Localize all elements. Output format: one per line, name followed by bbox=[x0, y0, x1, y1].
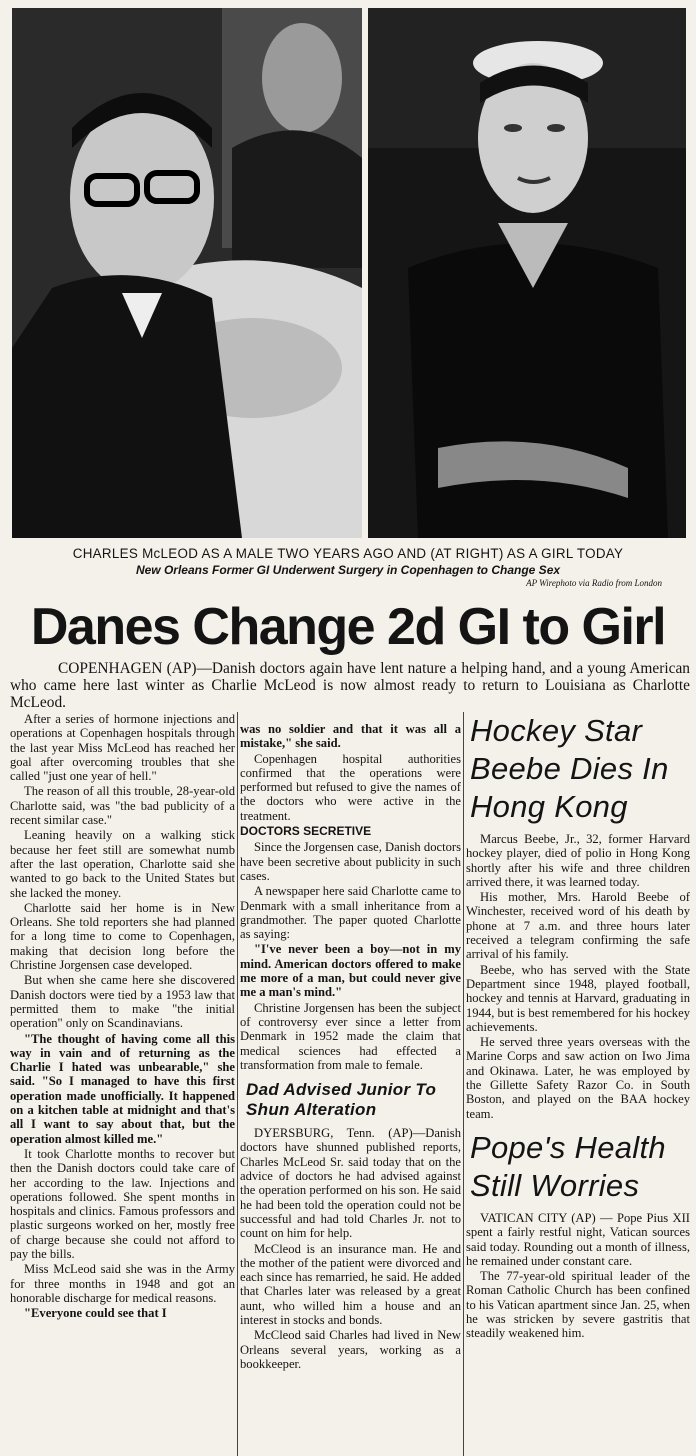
main-headline: Danes Change 2d GI to Girl bbox=[30, 598, 666, 656]
paragraph: Since the Jorgensen case, Danish doctors have been secretive about publicity in such cases. bbox=[240, 840, 461, 883]
paragraph: Christine Jorgensen has been the subject of controversy ever since a letter from Denmark in 1952 made the claim that medical sciences had effected a transformation from male to female. bbox=[240, 1000, 461, 1072]
quote-paragraph: "I've never been a boy—not in my mind. American doctors offered to make me more of a man, but could never give me a man's mind." bbox=[240, 942, 461, 1000]
paragraph: Miss McLeod said she was in the Army for three months in 1948 and got an honorable discharge for medical reasons. bbox=[10, 1262, 235, 1305]
paragraph: DYERSBURG, Tenn. (AP)—Danish doctors have shunned published reports, Charles McLeod Sr. said today that on the advice of doctors he had advised against the operation performed on his son. He said he had been told the operation could not be successful and had told Charles Jr. not to count on him for help. bbox=[240, 1126, 461, 1241]
photo-woman-with-hat bbox=[368, 8, 686, 538]
hockey-headline: Hockey Star Beebe Dies In Hong Kong bbox=[470, 713, 669, 824]
pope-headline: Pope's Health Still Worries bbox=[470, 1129, 666, 1203]
article-column-3 bbox=[466, 712, 690, 1456]
paragraph: After a series of hormone injections and operations at Copenhagen hospitals through the last year Miss McLeod has reached her goal after overcoming troubles that she called "just one year of hell." bbox=[10, 712, 235, 784]
photo-credit: AP Wirephoto via Radio from London bbox=[526, 578, 662, 588]
paragraph: Leaning heavily on a walking stick because her feet still are somewhat numb after the last operation, Charlotte said she wanted to go back to the United States but she lacked the money. bbox=[10, 828, 235, 900]
paragraph: A newspaper here said Charlotte came to Denmark with a small inheritance from a grandmother. The paper quoted Charlotte as saying: bbox=[240, 884, 461, 942]
photo-man-with-glasses bbox=[12, 8, 362, 538]
article-lede: COPENHAGEN (AP)—Danish doctors again have lent nature a helping hand, and a young American who came here last winter as Charlie McLeod is now almost ready to return to Louisiana as Charlotte McLeod. bbox=[10, 660, 690, 711]
paragraph: He served three years overseas with the Marine Corps and saw action on Iwo Jima and Okinawa. Later, he was employed by the Gillette Safety Razor Co. in South Boston, and played on the BAA hockey team. bbox=[466, 1035, 690, 1121]
column-divider bbox=[463, 712, 464, 1456]
article-column-2 bbox=[240, 722, 461, 1456]
photo-caption: CHARLES McLEOD AS A MALE TWO YEARS AGO AND (AT RIGHT) AS A GIRL TODAY bbox=[72, 546, 624, 561]
article-column-1 bbox=[10, 712, 235, 1456]
paragraph: VATICAN CITY (AP) — Pope Pius XII spent a fairly restful night, Vatican sources said today. Rounding out a month of illness, he remained under constant care. bbox=[466, 1210, 690, 1268]
sidebar-headline: Dad Advised Junior To Shun Alteration bbox=[246, 1080, 437, 1120]
paragraph: Copenhagen hospital authorities confirmed that the operations were performed but refused to give the names of the doctors who were active in the treatment. bbox=[240, 751, 461, 823]
paragraph: Charlotte said her home is in New Orleans. She told reporters she had planned for a long time to come to Copenhagen, making that decision long before the Christine Jorgensen case developed. bbox=[10, 900, 235, 973]
paragraph: His mother, Mrs. Harold Beebe of Winchester, received word of his death by phone at 7 a.m. and three hours later received a telegram confirming the safe arrival of his family. bbox=[466, 890, 690, 962]
paragraph: The 77-year-old spiritual leader of the Roman Catholic Church has been confined to his Vatican apartment since Jan. 25, when he was stricken by severe gastritis that steadily weakened him. bbox=[466, 1269, 690, 1341]
paragraph: The reason of all this trouble, 28-year-old Charlotte said, was "the bad publicity of a recent similar case." bbox=[10, 784, 235, 828]
photo-subcaption: New Orleans Former GI Underwent Surgery in Copenhagen to Change Sex bbox=[135, 563, 561, 577]
column-divider bbox=[237, 712, 238, 1456]
quote-paragraph: "Everyone could see that I bbox=[24, 1306, 167, 1321]
quote-paragraph: "The thought of having come all this way in vain and of returning as the Charlie I hated was unbearable," she said. "So I managed to have this first operation made unofficially. It happened on a kitchen table at midnight and that's all I want to say about that, but the operation almost killed me." bbox=[10, 1031, 235, 1146]
paragraph: McCleod said Charles had lived in New Orleans several years, working as a bookkeeper. bbox=[240, 1328, 461, 1371]
paragraph: It took Charlotte months to recover but then the Danish doctors could take care of her according to the law. Injections and operations followed. She spent months in hospitals and clinics. Famous professors and plastic surgeons worked on her, mostly free of charge because she could not afford to pay the bills. bbox=[10, 1146, 235, 1261]
paragraph: But when she came here she discovered Danish doctors were tied by a 1953 law that permitted them to make "the initial operation" only on Scandinavians. bbox=[10, 973, 235, 1031]
paragraph: McCleod is an insurance man. He and the mother of the patient were divorced and each since has remarried, he said. He added that Charles later was released by a great aunt, who willed him a house and an interest in stocks and bonds. bbox=[240, 1241, 461, 1327]
paragraph: Marcus Beebe, Jr., 32, former Harvard hockey player, died of polio in Hong Kong shortly after his wife and three children arrived there, it was learned today. bbox=[466, 832, 690, 889]
paragraph: Beebe, who has served with the State Department since 1948, played football, hockey and tennis at Harvard, graduating in 1944, but is best remembered for his hockey achievements. bbox=[466, 962, 690, 1034]
section-subhead: DOCTORS SECRETIVE bbox=[240, 824, 372, 839]
quote-continuation: was no soldier and that it was all a mistake," she said. bbox=[240, 722, 461, 751]
